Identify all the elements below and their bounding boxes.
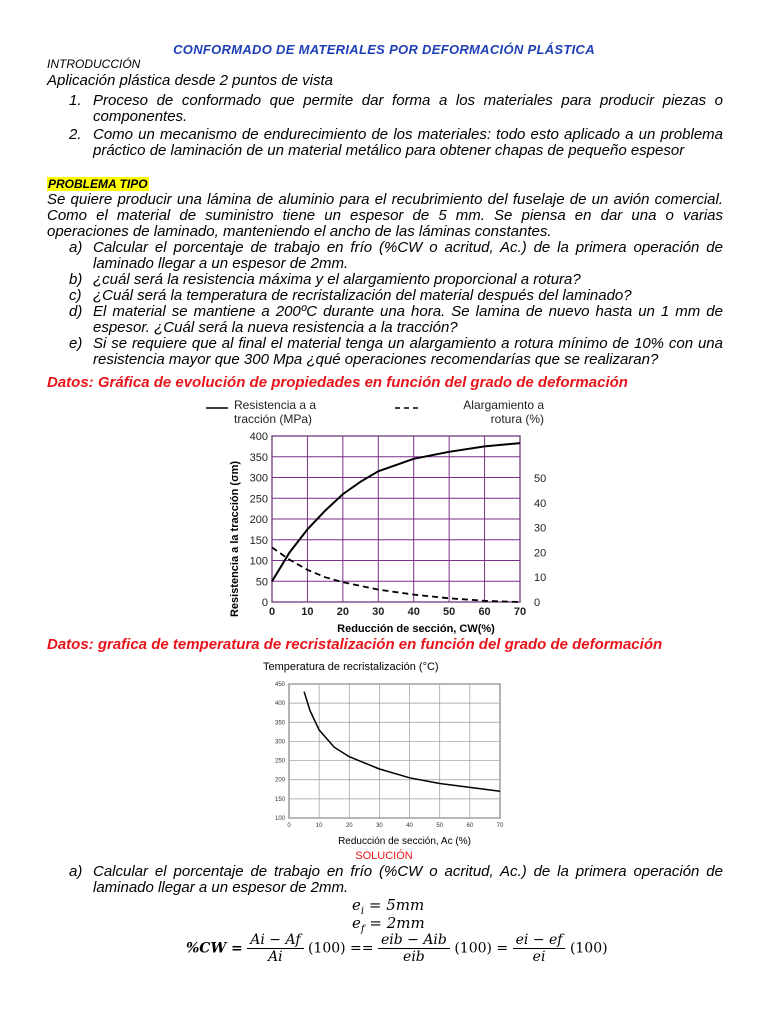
question-item — [47, 288, 723, 304]
fraction-2 — [378, 932, 450, 965]
datos-heading-1: Datos: Gráfica de evolución de propiedades en función del grado de deformación — [47, 374, 628, 391]
y-tick-label: 250 — [249, 493, 268, 506]
x-axis-label: Reducción de sección, Ac (%) — [338, 836, 471, 847]
x-tick-label: 70 — [513, 606, 527, 618]
y-tick-label: 200 — [274, 777, 285, 784]
legend-label: Alargamiento a — [463, 398, 544, 412]
item-text: ¿Cuál será la temperatura de recristalización del material después del laminado? — [93, 287, 632, 304]
y2-tick-label: 20 — [534, 547, 547, 560]
fraction-den: Ai — [268, 949, 283, 965]
item-text: Calcular el porcentaje de trabajo en frío (%CW o acritud, Ac.) de la primera operación de laminado llegar a un espesor de 2mm. — [93, 239, 723, 272]
x-tick-label: 60 — [478, 606, 491, 618]
item-marker: c) — [69, 287, 82, 304]
ef-value: = 2mm — [364, 914, 425, 932]
solution-list — [47, 864, 723, 896]
recrystallization-chart — [255, 656, 520, 850]
ei-value: = 5mm — [364, 896, 425, 914]
y2-tick-label: 10 — [534, 572, 547, 585]
fraction-num: eib − Aib — [378, 932, 450, 949]
x-tick-label: 40 — [407, 606, 420, 618]
y-tick-label: 150 — [274, 796, 285, 803]
item-marker: a) — [69, 863, 83, 880]
item-marker: 1. — [69, 92, 82, 109]
item-marker: 2. — [69, 126, 82, 143]
item-text: Calcular el porcentaje de trabajo en frío (%CW o acritud, Ac.) de la primera operación de laminado llegar a un espesor de 2mm. — [93, 863, 723, 896]
x-axis-label: Reducción de sección, CW(%) — [337, 623, 495, 635]
question-item — [47, 304, 723, 336]
legend-label: Resistencia a a — [234, 398, 317, 412]
intro-item — [47, 93, 723, 125]
y-tick-label: 100 — [249, 555, 268, 568]
item-text: Si se requiere que al final el material tenga un alargamiento a rotura mínimo de 10% con una resistencia mayor que 300 Mpa ¿qué operaciones recomendarías que se realizaran? — [93, 335, 723, 368]
y-tick-label: 300 — [249, 472, 268, 485]
intro-item — [47, 127, 723, 159]
x-tick-label: 40 — [406, 823, 413, 829]
properties-chart — [200, 394, 560, 640]
y-tick-label: 400 — [249, 431, 268, 443]
y-axis-label: Resistencia a la tracción (σm) — [229, 460, 241, 618]
x-tick-label: 20 — [345, 823, 353, 829]
x-tick-label: 70 — [496, 823, 504, 829]
plot-frame — [289, 684, 500, 818]
fraction-num: Ai − Af — [247, 932, 303, 949]
y-tick-label: 350 — [274, 720, 285, 727]
datos-heading-2: Datos: grafica de temperatura de recristalización en función del grado de deformación — [47, 636, 663, 653]
fraction-num: ei − ef — [513, 932, 566, 949]
y-tick-label: 0 — [261, 597, 268, 609]
question-item — [47, 272, 723, 288]
x-tick-label: 20 — [336, 606, 349, 618]
item-text: Proceso de conformado que permite dar forma a los materiales para producir piezas o componentes. — [93, 92, 723, 125]
intro-lead: Aplicación plástica desde 2 puntos de vista — [47, 72, 334, 89]
fraction-3 — [513, 932, 566, 965]
y2-tick-label: 40 — [534, 497, 547, 510]
formula-lhs: %CW = — [186, 940, 243, 957]
item-marker: b) — [69, 271, 83, 288]
cw-formula — [186, 932, 608, 965]
y-tick-label: 100 — [274, 816, 285, 822]
solution-label: SOLUCIÓN — [355, 850, 413, 862]
x-tick-label: 60 — [466, 823, 474, 829]
x-tick-label: 30 — [376, 823, 383, 829]
legend-label: tracción (MPa) — [234, 412, 313, 426]
formula-mid: (100) == — [307, 940, 374, 957]
y-tick-label: 150 — [249, 534, 268, 547]
question-item — [47, 336, 723, 368]
legend-label: rotura (%) — [490, 412, 544, 426]
intro-list — [47, 93, 723, 159]
sub-f: f — [360, 924, 365, 935]
x-tick-label: 10 — [315, 823, 323, 829]
y-tick-label: 250 — [274, 758, 285, 765]
sub-i: i — [360, 906, 365, 917]
x-tick-label: 0 — [268, 606, 276, 618]
x-tick-label: 0 — [287, 823, 291, 829]
var-e: e — [352, 914, 361, 932]
formula-mid: (100) = — [454, 940, 509, 957]
item-text: El material se mantiene a 200ºC durante una hora. Se lamina de nuevo hasta un 1 mm de espesor. ¿Cuál será la nueva resistencia a la tracción? — [93, 303, 723, 336]
x-tick-label: 50 — [436, 823, 444, 829]
page-title: CONFORMADO DE MATERIALES POR DEFORMACIÓN PLÁSTICA — [173, 42, 595, 57]
item-marker: d) — [69, 303, 83, 320]
problem-statement: Se quiere producir una lámina de aluminio para el recubrimiento del fuselaje de un avión comercial. Como el material de suministro tiene un espesor de 5 mm. Se piensa en dar una o varias operaciones de laminado, manteniendo el ancho de las láminas constantes. — [47, 191, 723, 240]
y-tick-label: 350 — [249, 451, 268, 464]
y-tick-label: 200 — [249, 514, 268, 526]
item-marker: a) — [69, 239, 83, 256]
y2-tick-label: 30 — [534, 522, 547, 535]
question-item — [47, 240, 723, 272]
x-tick-label: 30 — [372, 606, 385, 618]
y-tick-label: 300 — [274, 739, 285, 746]
fraction-1 — [247, 932, 303, 965]
intro-label: INTRODUCCIÓN — [47, 57, 141, 71]
x-tick-label: 50 — [443, 606, 456, 618]
y2-tick-label: 0 — [534, 597, 541, 609]
fraction-den: ei — [532, 949, 546, 965]
y-tick-label: 400 — [274, 701, 285, 708]
solution-question — [47, 864, 723, 896]
x-tick-label: 10 — [301, 606, 314, 618]
item-marker: e) — [69, 335, 83, 352]
problem-label: PROBLEMA TIPO — [48, 177, 148, 191]
y-tick-label: 50 — [255, 576, 268, 589]
y-tick-label: 450 — [274, 682, 285, 688]
var-e: e — [352, 896, 361, 914]
item-text: Como un mecanismo de endurecimiento de los materiales: todo esto aplicado a un problema práctico de laminación de un material metálico para obtener chapas de pequeño espesor — [93, 126, 723, 159]
item-text: ¿cuál será la resistencia máxima y el alargamiento proporcional a rotura? — [93, 271, 581, 288]
y2-tick-label: 50 — [534, 473, 547, 485]
chart-title: Temperatura de recristalización (°C) — [263, 661, 439, 673]
formula-tail: (100) — [569, 940, 608, 957]
fraction-den: eib — [403, 949, 425, 965]
problem-questions — [47, 240, 723, 368]
